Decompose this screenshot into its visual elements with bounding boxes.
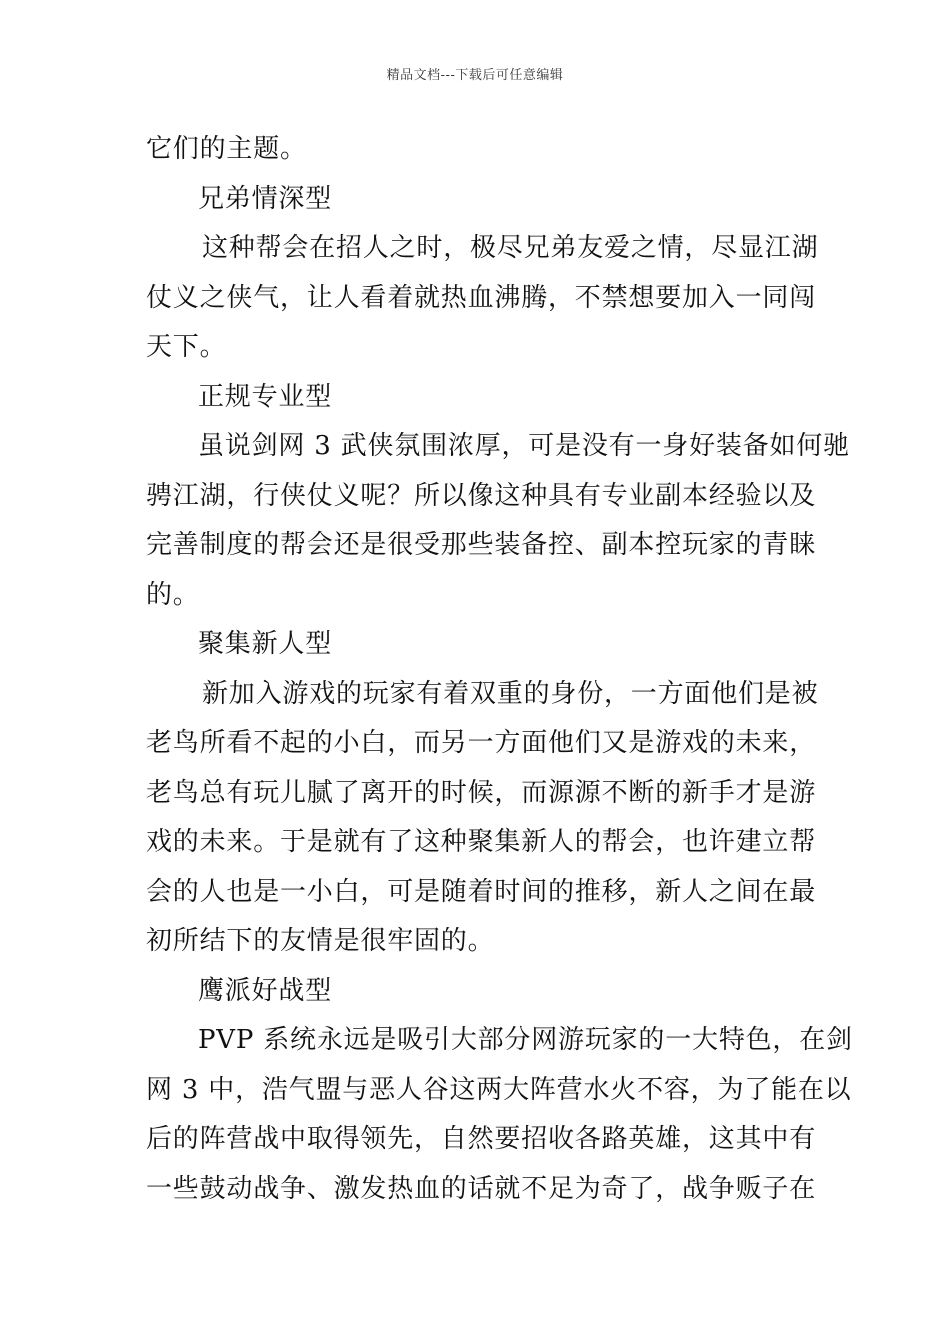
body-line: 仗义之侠气，让人看着就热血沸腾，不禁想要加入一同闯 — [146, 282, 817, 313]
body-line: 后的阵营战中取得领先，自然要招收各路英雄，这其中有 — [146, 1124, 817, 1154]
section-heading: 兄弟情深型 — [198, 183, 333, 214]
body-line: 一些鼓动战争、激发热血的话就不足为奇了，战争贩子在 — [146, 1173, 817, 1204]
body-line: 这种帮会在招人之时，极尽兄弟友爱之情，尽显江湖 — [202, 233, 819, 263]
page-header: 精品文档---下载后可任意编辑 — [386, 68, 564, 83]
body-line: PVP 系统永远是吸引大部分网游玩家的一大特色，在剑 — [198, 1025, 853, 1055]
body-line: 老鸟所看不起的小白，而另一方面他们又是游戏的未来， — [146, 728, 817, 758]
section-heading: 鹰派好战型 — [198, 975, 333, 1006]
body-line: 初所结下的友情是很牢固的。 — [146, 926, 495, 956]
section-heading: 正规专业型 — [198, 381, 333, 412]
body-line: 的。 — [146, 579, 200, 610]
body-line: 戏的未来。于是就有了这种聚集新人的帮会，也许建立帮 — [146, 827, 817, 857]
body-line: 完善制度的帮会还是很受那些装备控、副本控玩家的青睐 — [146, 530, 817, 560]
body-line: 它们的主题。 — [146, 134, 307, 164]
body-line: 新加入游戏的玩家有着双重的身份，一方面他们是被 — [202, 678, 819, 709]
body-line: 天下。 — [146, 332, 227, 362]
body-line: 骋江湖，行侠仗义呢？所以像这种具有专业副本经验以及 — [146, 480, 817, 511]
body-line: 网 3 中，浩气盟与恶人谷这两大阵营水火不容，为了能在以 — [146, 1074, 852, 1105]
body-line: 会的人也是一小白，可是随着时间的推移，新人之间在最 — [146, 876, 817, 907]
document-body — [146, 125, 853, 1214]
body-line: 老鸟总有玩儿腻了离开的时候，而源源不断的新手才是游 — [146, 777, 817, 808]
body-line: 虽说剑网 3 武侠氛围浓厚，可是没有一身好装备如何驰 — [198, 431, 850, 461]
section-heading: 聚集新人型 — [198, 629, 333, 659]
